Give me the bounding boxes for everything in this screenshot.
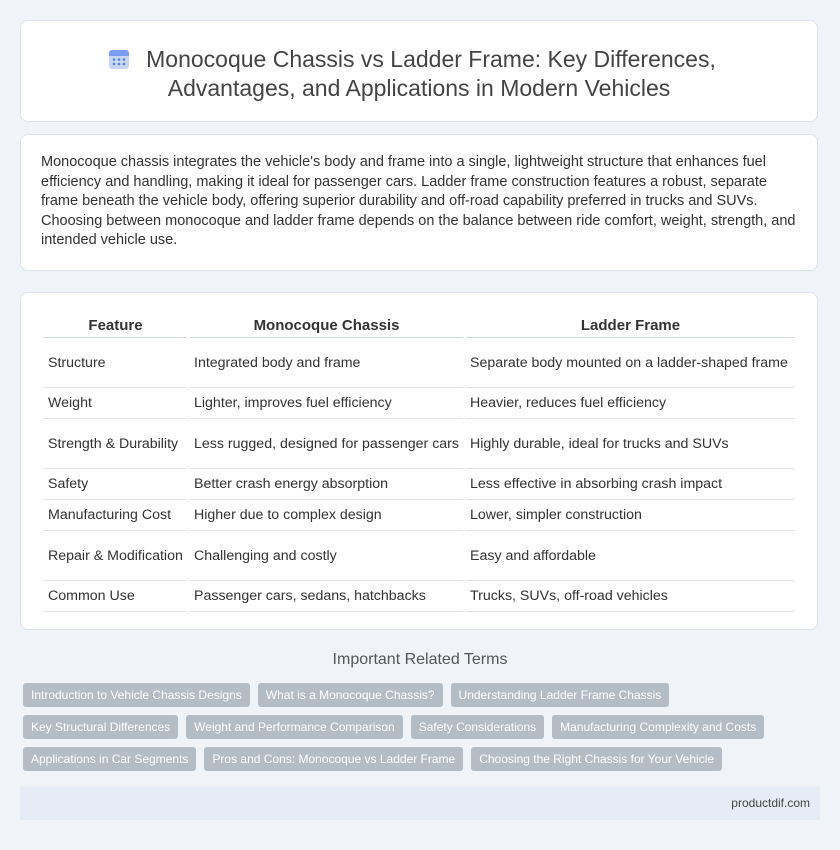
page-title [21,45,817,103]
cell-feature: Manufacturing Cost [44,500,187,531]
comparison-table [41,315,798,612]
cell-feature: Structure [44,338,187,388]
table-row [44,388,795,419]
tag-link[interactable]: Pros and Cons: Monocoque vs Ladder Frame [204,747,463,771]
cell-monocoque: Less rugged, designed for passenger cars [190,419,463,469]
tag-link[interactable]: Key Structural Differences [23,715,178,739]
cell-monocoque: Better crash energy absorption [190,469,463,500]
cell-feature: Common Use [44,581,187,612]
table-row [44,469,795,500]
title-line-1: Monocoque Chassis vs Ladder Frame: Key Differences, [146,46,716,72]
header-ladder: Ladder Frame [466,315,795,338]
cell-ladder: Easy and affordable [466,531,795,581]
cell-ladder: Trucks, SUVs, off-road vehicles [466,581,795,612]
cell-monocoque: Integrated body and frame [190,338,463,388]
header-monocoque: Monocoque Chassis [190,315,463,338]
table-row [44,338,795,388]
related-terms-heading: Important Related Terms [332,651,508,668]
comparison-table-card [20,292,818,630]
cell-ladder: Heavier, reduces fuel efficiency [466,388,795,419]
cell-ladder: Highly durable, ideal for trucks and SUVs [466,419,795,469]
tag-link[interactable]: Manufacturing Complexity and Costs [552,715,764,739]
footer-site[interactable]: productdif.com [731,796,810,810]
footer [20,786,820,820]
tag-link[interactable]: Choosing the Right Chassis for Your Vehicle [471,747,722,771]
cell-monocoque: Higher due to complex design [190,500,463,531]
title-line-2: Advantages, and Applications in Modern Vehicles [167,75,671,101]
table-row [44,419,795,469]
cell-ladder: Less effective in absorbing crash impact [466,469,795,500]
cell-feature: Weight [44,388,187,419]
cell-feature: Repair & Modification [44,531,187,581]
intro-paragraph: Monocoque chassis integrates the vehicle's body and frame into a single, lightweight structure that enhances fuel efficiency and handling, making it ideal for passenger cars. Ladder frame construction features a robust, separate frame beneath the vehicle body, offering superior durability and off-road capability preferred in trucks and SUVs. Choosing between monocoque and ladder frame depends on the balance between ride comfort, weight, strength, and intended vehicle use. [41,154,796,248]
cell-ladder: Separate body mounted on a ladder-shaped frame [466,338,795,388]
cell-feature: Safety [44,469,187,500]
table-row [44,500,795,531]
intro-card [20,134,818,271]
cell-monocoque: Passenger cars, sedans, hatchbacks [190,581,463,612]
cell-monocoque: Lighter, improves fuel efficiency [190,388,463,419]
tag-link[interactable]: Applications in Car Segments [23,747,196,771]
cell-ladder: Lower, simpler construction [466,500,795,531]
tag-link[interactable]: Understanding Ladder Frame Chassis [451,683,670,707]
cell-feature: Strength & Durability [44,419,187,469]
title-card [20,20,818,122]
header-feature: Feature [44,315,187,338]
tag-link[interactable]: Weight and Performance Comparison [186,715,403,739]
related-terms-tags [23,683,823,779]
table-header-row [44,315,795,338]
table-row [44,581,795,612]
cell-monocoque: Challenging and costly [190,531,463,581]
table-row [44,531,795,581]
tag-link[interactable]: Safety Considerations [411,715,544,739]
tag-link[interactable]: What is a Monocoque Chassis? [258,683,443,707]
tag-link[interactable]: Introduction to Vehicle Chassis Designs [23,683,250,707]
